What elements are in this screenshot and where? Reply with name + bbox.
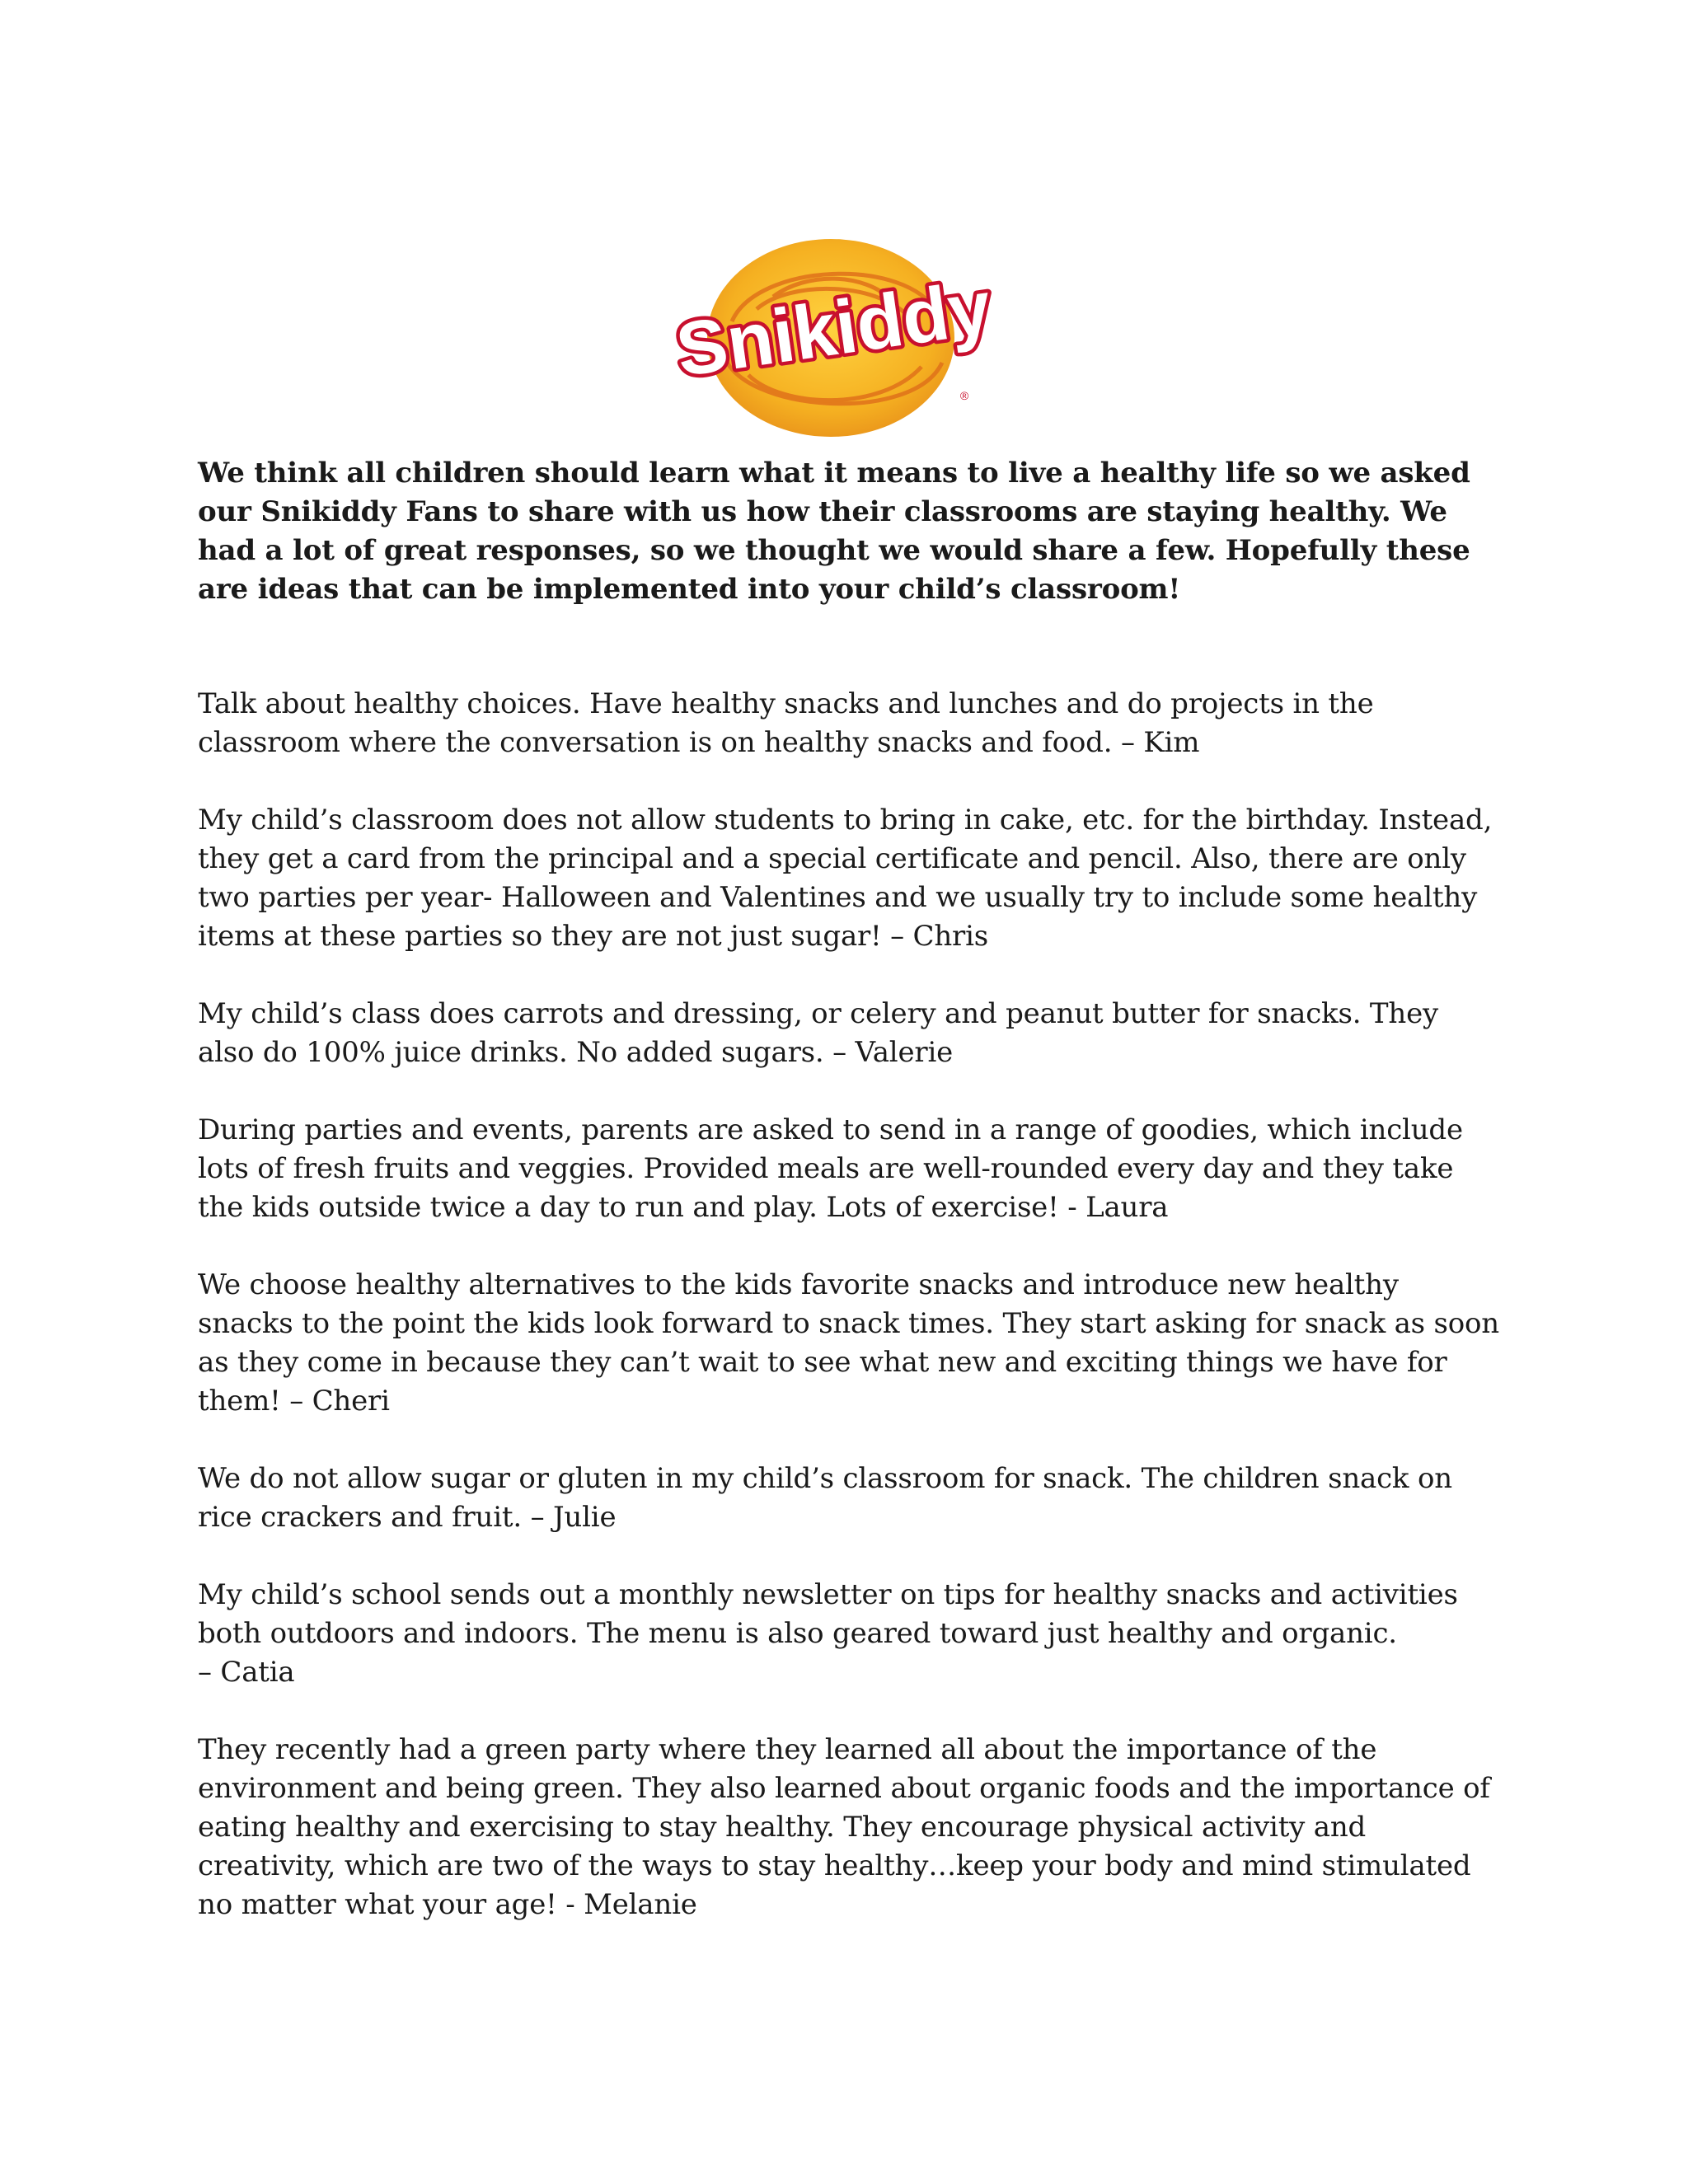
testimonial-chris [198,801,1500,956]
logo-wordmark: Snikiddy [671,265,996,393]
testimonial-author: – Cheri [289,1385,390,1418]
testimonial-julie [198,1460,1500,1537]
testimonial-valerie [198,995,1500,1072]
testimonial-laura [198,1111,1500,1227]
testimonial-catia [198,1576,1500,1692]
registered-mark: ® [959,389,969,402]
testimonial-text: My child’s classroom does not allow students to bring in cake, etc. for the birthday. Instead, they get a card from the principal and a special certificate and pencil. Also, there are only two parties per year- Halloween and Valentines and we usually try to include some healthy items at these parties so they are not just sugar! [198,804,1493,953]
snikiddy-logo-graphic [666,231,1012,445]
testimonial-text: My child’s class does carrots and dressing, or celery and peanut butter for snacks. They also do 100% juice drinks. No added sugars. [198,997,1439,1069]
testimonial-author: – Julie [530,1501,617,1534]
testimonial-text: They recently had a green party where they learned all about the importance of the environment and being green. They also learned about organic foods and the importance of eating healthy and exercising to stay healthy. They encourage physical activity and creativity, which are two of the ways to stay healthy…keep your body and mind stimulated no matter what your age! [198,1733,1490,1921]
intro-paragraph: We think all children should learn what it means to live a healthy life so we asked our Snikiddy Fans to share with us how their classrooms are staying healthy. We had a lot of great responses, so we thought we would share a few. Hopefully these are ideas that can be implemented into your child’s classroom! [198,457,1470,606]
testimonial-author: – Valerie [832,1036,954,1069]
testimonial-text: We choose healthy alternatives to the kids favorite snacks and introduce new healthy snacks to the point the kids look forward to snack times. They start asking for snack as soon as they come in because they can’t wait to see what new and exciting things we have for them! [198,1268,1499,1418]
testimonial-text: Talk about healthy choices. Have healthy snacks and lunches and do projects in the classroom where the conversation is on healthy snacks and food. [198,687,1374,759]
testimonial-kim [198,685,1500,762]
testimonial-author: – Kim [1120,726,1200,759]
testimonial-author: – Catia [198,1656,295,1689]
snikiddy-logo [666,231,1012,445]
testimonial-author: – Chris [890,920,989,953]
testimonial-author: - Melanie [565,1888,697,1921]
testimonial-text: My child’s school sends out a monthly newsletter on tips for healthy snacks and activities both outdoors and indoors. The menu is also geared toward just healthy and organic. [198,1578,1458,1650]
testimonial-author: - Laura [1067,1191,1169,1224]
testimonial-cheri [198,1266,1500,1421]
testimonial-melanie [198,1731,1500,1924]
testimonial-text: During parties and events, parents are asked to send in a range of goodies, which include lots of fresh fruits and veggies. Provided meals are well-rounded every day and they take the kids outside twice a day to run and play. Lots of exercise! [198,1113,1463,1224]
testimonial-text: We do not allow sugar or gluten in my child’s classroom for snack. The children snack on rice crackers and fruit. [198,1462,1452,1534]
document-body [198,454,1500,1963]
